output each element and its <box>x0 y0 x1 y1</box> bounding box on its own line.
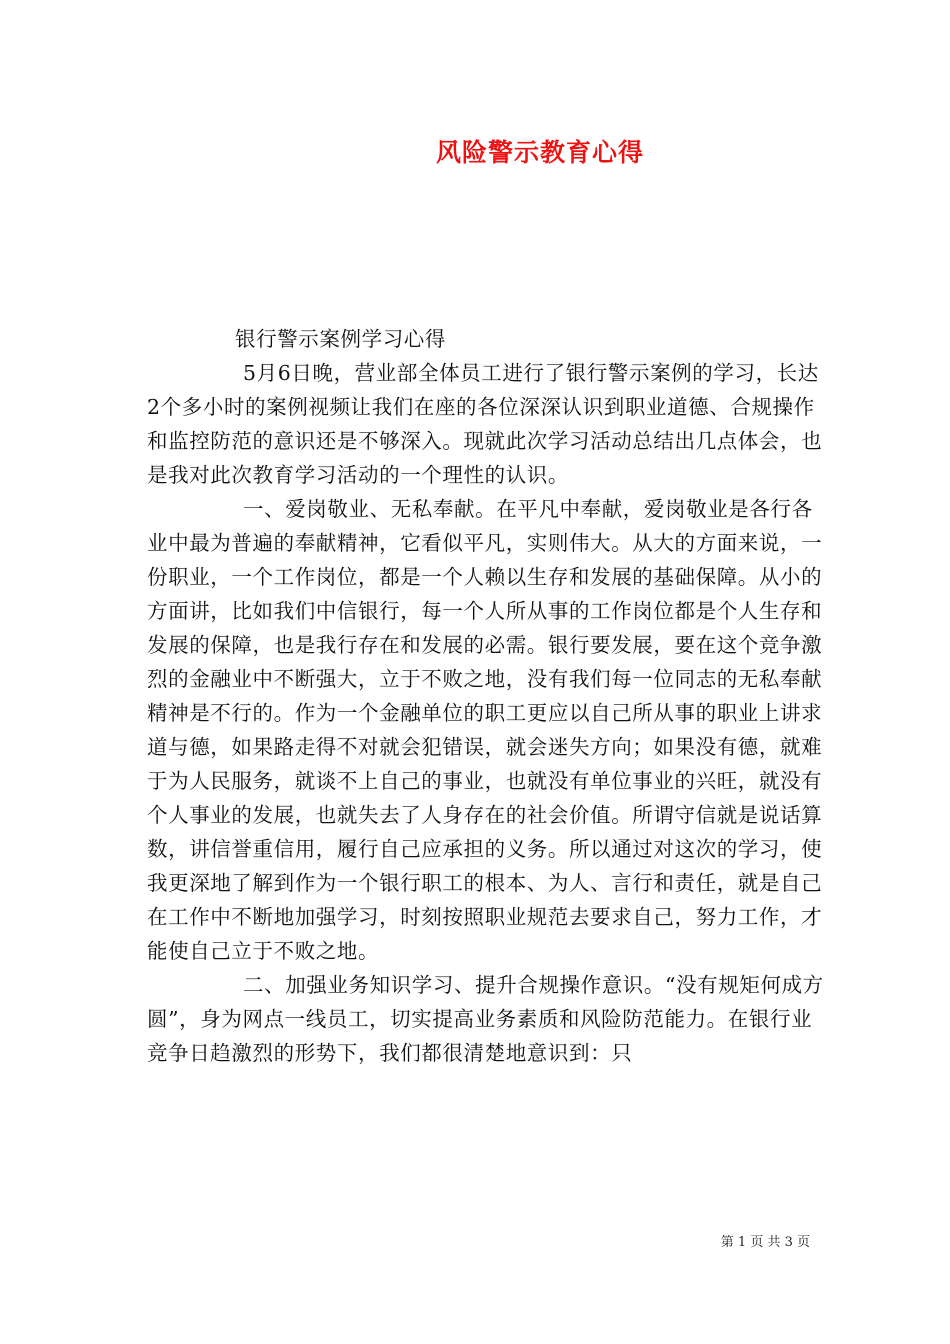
paragraph-section-two: 二、加强业务知识学习、提升合规操作意识。“没有规矩何成方圆”，身为网点一线员工，切实提高业务素质和风险防范能力。在银行业竞争日趋激烈的形势下，我们都很清楚地意识到：只 <box>147 973 824 1065</box>
document-title: 风险警示教育心得 <box>435 138 644 167</box>
document-body <box>147 322 827 1070</box>
page-number: 第 1 页 共 3 页 <box>720 1235 810 1250</box>
paragraph-section-one: 一、爱岗敬业、无私奉献。在平凡中奉献，爱岗敬业是各行各业中最为普遍的奉献精神，它看似平凡，实则伟大。从大的方面来说，一份职业，一个工作岗位，都是一个人赖以生存和发展的基础保障。从小的方面讲，比如我们中信银行，每一个人所从事的工作岗位都是个人生存和发展的保障，也是我行存在和发展的必需。银行要发展，要在这个竞争激烈的金融业中不断强大，立于不败之地，没有我们每一位同志的无私奉献精神是不行的。作为一个金融单位的职工更应以自己所从事的职业上讲求道与德，如果路走得不对就会犯错误，就会迷失方向；如果没有德，就难于为人民服务，就谈不上自己的事业，也就没有单位事业的兴旺，就没有个人事业的发展，也就失去了人身存在的社会价值。所谓守信就是说话算数，讲信誉重信用，履行自己应承担的义务。所以通过对这次的学习，使我更深地了解到作为一个银行职工的根本、为人、言行和责任，就是自己在工作中不断地加强学习，时刻按照职业规范去要求自己，努力工作，才能使自己立于不败之地。 <box>147 497 823 963</box>
document-subtitle: 银行警示案例学习心得 <box>235 327 446 351</box>
paragraph-intro: 5月6日晚，营业部全体员工进行了银行警示案例的学习，长达2个多小时的案例视频让我们在座的各位深深认识到职业道德、合规操作和监控防范的意识还是不够深入。现就此次学习活动总结出几点体会，也是我对此次教育学习活动的一个理性的认识。 <box>147 361 823 487</box>
